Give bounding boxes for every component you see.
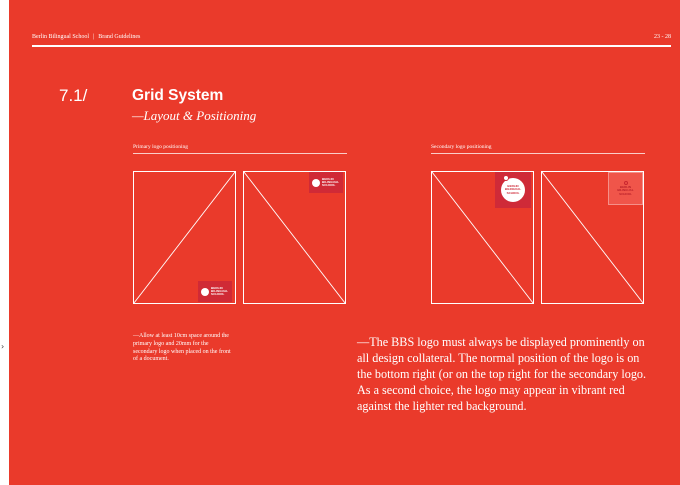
spacing-note: —Allow at least 10cm space around the primary logo and 20mm for the secondary logo when placed on the front of a document. — [133, 333, 231, 363]
header-separator: | — [93, 34, 95, 40]
logo-wordmark: BERLIN BILINGUAL SCHOOL — [322, 176, 340, 188]
secondary-label-rule — [431, 153, 645, 154]
primary-logo-top-right — [309, 172, 343, 193]
section-title: Grid System — [132, 87, 224, 104]
secondary-logo-label: Secondary logo positioning — [431, 144, 492, 150]
secondary-logo-vibrant-red — [608, 172, 643, 205]
school-name: Berlin Bilingual School — [32, 34, 89, 40]
section-subtitle: —Layout & Positioning — [132, 108, 257, 123]
logo-mark-icon — [312, 179, 320, 187]
page-range: 23 - 28 — [654, 34, 671, 40]
primary-label-rule — [133, 153, 347, 154]
header-rule — [32, 45, 671, 47]
logo-wordmark: BERLIN BILINGUAL SCHOOL — [504, 183, 522, 195]
running-header — [32, 33, 140, 41]
page-edge-mark: › — [1, 342, 5, 351]
logo-dot-icon — [503, 175, 509, 181]
brand-guidelines-page — [9, 0, 680, 485]
section-number: 7.1/ — [59, 86, 88, 105]
logo-positioning-text: —The BBS logo must always be displayed prominently on all design collateral. The normal position of the logo is on the bottom right (or on the top right for the secondary logo. As a second choice, the logo may appear in vibrant red against the lighter red background. — [357, 335, 647, 413]
primary-logo-bottom-right — [198, 281, 232, 302]
document-name: Brand Guidelines — [98, 34, 141, 40]
secondary-logo-badge — [501, 178, 525, 202]
secondary-logo-top-right — [495, 172, 531, 208]
logo-mark-icon — [201, 288, 209, 296]
logo-wordmark: BERLIN BILINGUAL SCHOOL — [211, 285, 229, 297]
primary-logo-label: Primary logo positioning — [133, 144, 188, 150]
logo-wordmark: BERLIN BILINGUAL SCHOOL — [617, 184, 634, 196]
